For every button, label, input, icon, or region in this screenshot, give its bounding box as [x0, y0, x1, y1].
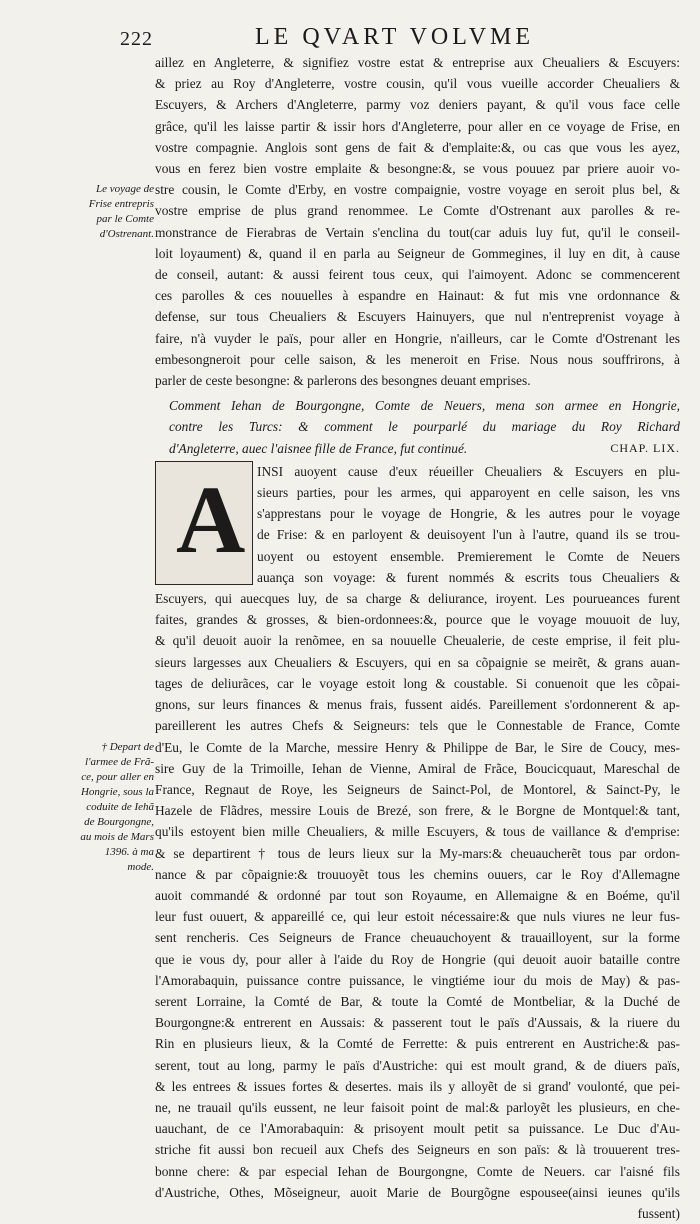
main-text-column	[155, 52, 680, 1224]
text-line: Escuyers, qui auecques luy, de sa charge & deliurance, iroyent. Les pourueances furent	[155, 591, 680, 607]
paragraph-1	[155, 52, 680, 391]
text-line: s'apprestans pour le voyage de Hongrie, & les autres pour le voyage	[257, 506, 680, 522]
text-line: sent rencheris. Ces Seigneurs de France cheuauchoyent & trauailloyent, sur la forme	[155, 930, 680, 946]
margin-note-line: par le Comte	[96, 213, 154, 225]
text-line: sire Guy de la Trimoille, Iehan de Vienne, Amiral de Frãce, Boucicquaut, Mareschal de	[155, 760, 680, 776]
margin-note-line: l'armee de Frã-	[85, 756, 154, 768]
text-line: auança son voyage: & furent nommés & escrits tous Cheualiers &	[257, 569, 680, 585]
text-line: Hazele de Flãdres, messire Louis de Brezé, son frere, & le Borgne de Montquel:& tant,	[155, 803, 680, 819]
chapter-heading	[155, 395, 680, 459]
text-line: defense, sur tous Cheualiers & Escuyers Hainuyers, que nul n'entreprenist voyage à	[155, 309, 680, 325]
initial-letter: A	[176, 465, 246, 573]
text-line: & les entrees & issues fortes & desertes. mais ils y alloyẽt de si grand' voulonté, que pei-	[155, 1078, 680, 1094]
page-header	[120, 20, 680, 50]
margin-note-line: ce, pour aller en	[81, 771, 154, 783]
decorated-initial	[155, 461, 253, 585]
text-line: grâce, qu'il les laisse partir & issir hors d'Angleterre, pour aller en ce voyage de Frise, en	[155, 118, 680, 134]
text-line: embesongneroit pour celle saison, & les meneroit en Frise. Nous nous souffrirons, à	[155, 351, 680, 367]
text-line: & se departirent † tous de leurs lieux sur la My-mars:& cheuaucherẽt tous par ordon-	[155, 845, 680, 861]
margin-note-line: d'Ostrenant.	[99, 228, 154, 240]
text-line: sieurs largesses aux Cheualiers & Escuyers, qui en sa cõpaignie se meirẽt, & grans auan-	[155, 654, 680, 670]
paragraph-2	[155, 588, 680, 1224]
text-line: vostre compagnie. Anglois sont gens de fait & d'emplaite:&, ou cas que vous les ayez,	[155, 139, 680, 155]
text-line: serent Lorraine, la Comté de Bar, & toute la Comté de Montbeliar, & la Duché de	[155, 993, 680, 1009]
text-line: France, Regnaut de Roye, les Seigneurs de Sainct-Pol, de Montorel, & Sainct-Py, le	[155, 781, 680, 797]
text-line: sieurs parties, pour les armes, qui apparoyent en celle saison, les vns	[257, 485, 680, 501]
text-line: & qu'il deuoit auoir la renõmee, en sa nouuelle Cheualerie, de ceste emprise, il feit plu-	[155, 633, 680, 649]
margin-note-line: Frise entrepris	[88, 198, 154, 210]
text-line: ne, ne trauail qu'ils eussent, ne leur faisoit point de mal:& parloyẽt les plusieurs, en che-	[155, 1099, 680, 1115]
text-line: d'Eu, le Comte de la Marche, messire Henry & Philippe de Bar, le Sire de Coucy, mes-	[155, 739, 680, 755]
text-line: vostre emprise de plus grand renommee. Le Comte d'Ostrenant aux parolles & re-	[155, 203, 680, 219]
text-line: serent, tout au long, parmy le païs d'Austriche: qui est moult grand, & de diuers païs,	[155, 1057, 680, 1073]
text-line: striche fit aussi bon recueil aux Chefs des Seigneurs en son païs: & là trouuerent tres-	[155, 1142, 680, 1158]
text-line: gnons, sur leurs finances & menus frais, fussent aidés. Pareillement s'ordonnerent & ap-	[155, 697, 680, 713]
text-line: auoit commandé & ordonné par tout son Royaume, en Allemaigne & en Boéme, qu'il	[155, 887, 680, 903]
chapter-title-line	[155, 438, 680, 459]
text-line: que ie vous dy, pour aller à l'aide du Roy de Hongrie (qui deuoit auoir bataille contre	[155, 951, 680, 967]
margin-note-line: 1396. à ma	[104, 846, 154, 858]
margin-note-line: coduite de Iehã	[86, 801, 154, 813]
chapter-title-line: contre les Turcs: & comment le pourparlé du mariage du Roy Richard	[169, 419, 680, 435]
margin-note-line: † Depart de	[101, 741, 154, 753]
margin-note-line: de Bourgongne,	[84, 816, 154, 828]
text-line: parler de ceste besongne: & parlerons des besongnes deuant emprises.	[155, 373, 531, 389]
margin-note-depart	[72, 740, 154, 875]
text-line: loit loyaument) &, quand il en parla au Seigneur de Gommegines, il luy en dit, à cause	[155, 245, 680, 261]
text-line: fussent)	[637, 1205, 680, 1221]
text-line: tages de deliurãces, car le voyage estoit long & coustable. Si conuenoit que les cõpai-	[155, 675, 680, 691]
text-line: l'Amorabaquin, puissance contre puissance, le vingtiéme iour du mois de May) & pas-	[155, 972, 680, 988]
text-line: uoyent ou estoyent ensemble. Premierement le Comte de Neuers	[257, 548, 680, 564]
margin-note-line: mode.	[127, 861, 154, 873]
text-line: ces parolles & ces nouuelles à espandre en Hainaut: & fut mis vne ordonnance &	[155, 288, 680, 304]
text-line: uauchant, de ce l'Amorabaquin: & prisoyent moult petit sa puissance. Le Duc d'Au-	[155, 1121, 680, 1137]
text-line: d'Austriche, Othes, Mõseigneur, auoit Marie de Bourgõgne espousee(ainsi ieunes qu'ils	[155, 1184, 680, 1200]
text-line: de conseil, autant: & aussi feirent tous ceux, qui l'aimoyent. Adonc se commencerent	[155, 267, 680, 283]
margin-note-line: au mois de Mars	[80, 831, 154, 843]
margin-note-line: Le voyage de	[95, 183, 154, 195]
text-line: nance & par cõpaignie:& trouuoyẽt tous les chemins ouuers, car le Roy d'Allemagne	[155, 866, 680, 882]
running-head: LE QVART VOLVME	[255, 24, 535, 50]
text-line: qu'ils estoyent bien mille Cheualiers, & mille Escuyers, & tous de vaillance & d'emprise:	[155, 824, 680, 840]
text-line: Escuyers, & Archers d'Angleterre, parmy voz deniers payant, & qu'il vous face celle	[155, 97, 680, 113]
text-line: Bourgongne:& entrerent en Aussais: & passerent tout le païs d'Aussais, & la riuere du	[155, 1015, 680, 1031]
chapter-title-text: d'Angleterre, auec l'aisnee fille de France, fut continué.	[169, 440, 468, 456]
text-line: monstrance de Fierabras de Vertain s'enclina du tout(car aduis luy fut, qu'il le conseil-	[155, 224, 680, 240]
text-line: stre cousin, le Comte d'Erby, en vostre compaignie, vostre voyage en seroit plus bel, &	[155, 182, 680, 198]
margin-note-frise	[72, 182, 154, 242]
text-line: Rin en plusieurs lieux, & la Comté de Ferrette: & puis entrerent en Austriche:& pas-	[155, 1036, 680, 1052]
chapter-title-line: Comment Iehan de Bourgongne, Comte de Neuers, mena son armee en Hongrie,	[169, 398, 680, 414]
margin-note-line: Hongrie, sous la	[80, 786, 154, 798]
text-line: vous en ferez bien vostre emplaite & besongne:&, se vous pouuez par priere auoir vo-	[155, 161, 680, 177]
text-line: leur fust ouuert, & appareillé ce, qui leur estoit nécessaire:& que nuls viures ne leur fus-	[155, 909, 680, 925]
text-line: pareillerent les autres Chefs & Seigneurs: tels que le Connestable de France, Comte	[155, 718, 680, 734]
chapter-label: CHAP. LIX.	[610, 440, 680, 455]
text-line: bonne chere: & par especial Iehan de Bourgongne, Comte de Neuers. car l'aisné fils	[155, 1163, 680, 1179]
text-line: de Frise: & en parloyent & deuisoyent l'un à l'autre, quand ils se trou-	[257, 527, 680, 543]
paragraph-2-opening	[155, 461, 680, 588]
text-line: & priez au Roy d'Angleterre, vostre cousin, qu'il vous vueille accorder Cheualiers &	[155, 76, 680, 92]
text-line: INSI auoyent cause d'eux réueiller Cheualiers & Escuyers en plu-	[257, 463, 680, 479]
text-line: faites, grandes & grosses, & bien-ordonnees:&, pource que le voyage mouuoit de luy,	[155, 612, 680, 628]
text-line: faire, n'à vuyder le païs, pour aller en Hongrie, n'ailleurs, car le Comte d'Ostrenant les	[155, 330, 680, 346]
text-line: aillez en Angleterre, & signifiez vostre estat & entreprise aux Cheualiers & Escuyers:	[155, 55, 680, 70]
page-number: 222	[120, 28, 153, 50]
